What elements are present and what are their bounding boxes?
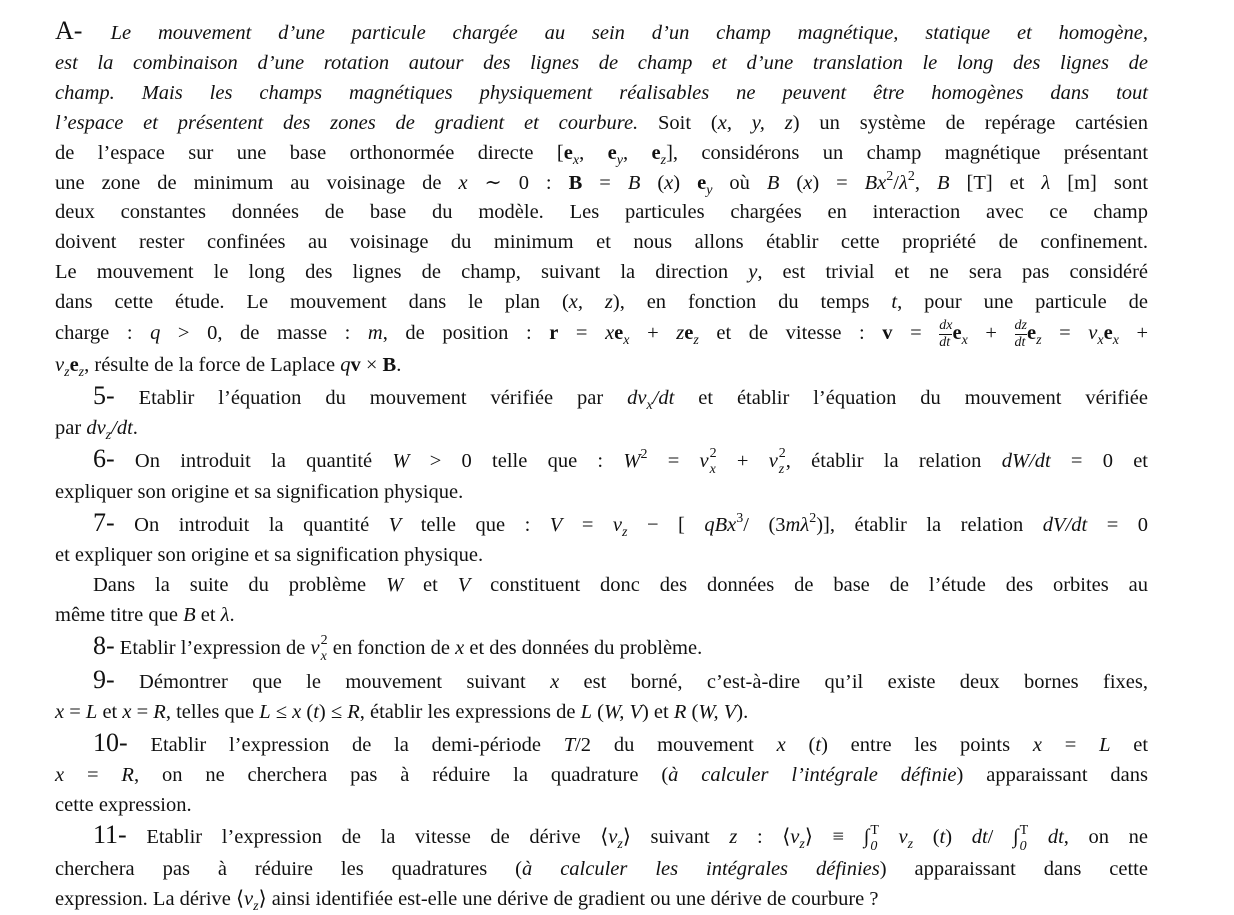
text-run: où <box>712 171 767 194</box>
text-run: ⟩ ainsi identifiée est-elle une dérive de gradient ou une dérive de courbure ? <box>258 887 879 910</box>
text-run: x <box>55 763 65 786</box>
denominator: dt <box>939 335 951 351</box>
text-line <box>55 16 1148 49</box>
text-run: x <box>1032 733 1042 756</box>
subscript: x <box>572 152 580 168</box>
text-run: v <box>244 887 254 910</box>
question-paragraph <box>55 820 1148 914</box>
question-number: 6- <box>93 443 115 473</box>
text-run: : ⟨ <box>737 826 791 849</box>
question-paragraph <box>55 444 1148 508</box>
text-run: λ <box>898 171 908 194</box>
text-run: Etablir l’expression de la vitesse de dérive ⟨ <box>126 826 609 849</box>
text-run: × <box>360 354 383 377</box>
text-run: de l’espace sur une base orthonormée directe [ <box>55 141 564 164</box>
text-run: , de position : <box>382 322 550 345</box>
text-run: x <box>458 171 468 194</box>
text-run: R <box>153 700 166 723</box>
text-run: x <box>605 322 615 345</box>
text-run: Le mouvement d’une particule chargée au sein d’un champ magnétique, statique et homogène, <box>110 22 1148 44</box>
text-run: v <box>882 322 893 345</box>
text-run: dW/dt <box>1001 449 1051 472</box>
subscript: x <box>1112 333 1119 349</box>
text-run: ) entre les points <box>821 733 1033 756</box>
text-run: e <box>952 322 962 345</box>
text-run: q <box>340 354 351 377</box>
question-number: 8- <box>93 630 115 660</box>
text-run: e <box>69 354 79 377</box>
text-run: = <box>1041 733 1100 756</box>
text-line <box>55 381 1148 414</box>
text-run: e <box>563 141 573 164</box>
text-run: [m] sont <box>1050 171 1149 194</box>
text-run: qBx <box>704 513 737 536</box>
text-line <box>55 169 1148 199</box>
superscript: 3 <box>736 510 744 526</box>
text-line <box>55 541 1148 571</box>
text-run: , établir les expressions de <box>359 700 581 723</box>
text-run: est borné, c’est-à-dire qu’il existe deux bornes fixes, <box>559 670 1148 693</box>
text-run: T <box>563 733 576 756</box>
text-run: ) un système de repérage cartésien <box>792 111 1148 134</box>
text-run: + <box>629 322 677 345</box>
text-run: e <box>697 171 707 194</box>
text-run: = 0 <box>1087 513 1149 536</box>
subscript: x <box>646 397 653 413</box>
text-run <box>1028 826 1048 848</box>
subscript: y <box>706 182 713 198</box>
text-run: B <box>183 603 196 626</box>
text-run: , résulte de la force de Laplace <box>84 354 341 377</box>
exam-text <box>55 16 1148 915</box>
text-run: )], établir la relation <box>816 513 1043 536</box>
text-run: R <box>347 700 360 723</box>
text-run: B <box>766 171 780 194</box>
text-run: v <box>699 449 709 472</box>
text-run: v <box>898 826 908 849</box>
super-sub-script <box>321 633 328 665</box>
text-run: v <box>55 354 65 377</box>
question-paragraph <box>55 381 1148 444</box>
text-run: + <box>716 449 769 472</box>
text-run: constituent donc des données de base de l’étude des orbites au <box>470 573 1149 596</box>
text-run: Etablir l’équation du mouvement vérifiée par <box>114 386 628 409</box>
text-line <box>55 761 1148 791</box>
text-run: ( <box>592 700 604 723</box>
superscript: 2 <box>320 632 328 648</box>
question-number: 9- <box>93 664 115 694</box>
text-run: R <box>673 700 687 723</box>
text-run: ( <box>913 826 940 849</box>
text-run: q <box>150 322 161 345</box>
text-run: x <box>292 700 302 723</box>
text-run: telle que : <box>401 513 550 536</box>
text-run: Démontrer que le mouvement suivant <box>114 670 551 693</box>
text-line <box>55 728 1148 761</box>
question-paragraph <box>55 631 1148 665</box>
text-run: x <box>550 670 560 693</box>
text-run: Le mouvement le long des lignes de champ, suivant la direction <box>55 261 749 284</box>
text-run: et des données du problème. <box>464 636 703 659</box>
subscript: z <box>693 333 699 349</box>
text-run: = <box>131 700 154 723</box>
text-run: B <box>382 354 397 377</box>
text-run: = 0 et <box>1050 449 1149 472</box>
text-run: V <box>457 573 471 596</box>
text-run: expression. La dérive ⟨ <box>55 887 245 910</box>
text-run: e <box>651 141 661 164</box>
text-run: est la combinaison d’une rotation autour des lignes de champ et d’une translation le long des lignes de <box>55 51 1148 74</box>
text-run: = <box>582 171 628 194</box>
text-line <box>55 228 1148 258</box>
text-run: /2 du mouvement <box>575 733 777 756</box>
subscript: 0 <box>1019 838 1027 854</box>
text-run: x <box>455 636 465 659</box>
super-sub-script <box>710 446 717 478</box>
superscript: 2 <box>709 446 717 462</box>
text-line <box>55 698 1148 728</box>
text-run: ⟩ suivant <box>622 826 730 849</box>
text-run: ], considérons un champ magnétique présentant <box>666 141 1149 164</box>
text-run: /dt <box>111 416 133 439</box>
text-line <box>55 318 1148 351</box>
text-run: t <box>891 291 898 314</box>
text-run: dv <box>627 386 647 409</box>
subscript: z <box>253 898 259 914</box>
text-run: v <box>1088 322 1098 345</box>
text-run: = <box>647 449 700 472</box>
text-run: ) ≤ <box>318 700 348 723</box>
text-run: cette expression. <box>55 793 192 816</box>
text-run: > 0 telle que : <box>409 449 624 472</box>
superscript: T <box>1019 822 1029 838</box>
fraction <box>939 318 952 351</box>
text-run: en fonction de <box>327 636 456 659</box>
superscript: 2 <box>809 510 817 526</box>
text-line <box>55 258 1148 288</box>
subscript: z <box>907 837 914 853</box>
text-run: = <box>558 322 606 345</box>
subscript: z <box>660 152 667 168</box>
superscript: 2 <box>907 168 915 184</box>
super-sub-script <box>870 823 879 855</box>
text-run: ) <box>945 826 972 849</box>
text-run: ( <box>640 171 665 194</box>
text-run: y <box>748 261 758 284</box>
text-line <box>55 139 1148 169</box>
text-run: Soit ( <box>638 111 718 134</box>
question-paragraph <box>55 728 1148 821</box>
text-run: B <box>568 171 583 194</box>
text-run: v <box>310 636 320 659</box>
text-run: ( <box>779 171 804 194</box>
text-run: e <box>614 322 624 345</box>
text-run: dV/dt <box>1042 513 1088 536</box>
text-line <box>55 478 1148 508</box>
text-run: x <box>122 700 132 723</box>
question-number: 7- <box>93 507 115 537</box>
text-line <box>55 508 1148 541</box>
text-run: l’espace et présentent des zones de gradient et courbure. <box>55 111 639 134</box>
text-run: v <box>612 513 623 536</box>
text-run: e <box>607 141 617 164</box>
text-run: à calculer les intégrales définies <box>522 857 880 880</box>
text-run: λ <box>1041 171 1051 194</box>
text-line <box>55 665 1148 698</box>
text-run: et établir l’équation du mouvement vérifiée <box>674 386 1148 409</box>
question-paragraph <box>55 571 1148 631</box>
subscript: z <box>1036 333 1042 349</box>
text-run: champ. Mais les champs magnétiques physiquement réalisables ne peuvent être homogènes dans tout <box>55 81 1148 104</box>
text-run: x, z <box>568 291 613 314</box>
denominator: dt <box>1014 335 1026 351</box>
question-paragraph <box>55 665 1148 728</box>
text-run: deux constantes données de base du modèle. Les particules chargées en interaction avec ce champ <box>55 201 1148 224</box>
text-run: expliquer son origine et sa signification physique. <box>55 481 464 504</box>
text-run: W, V <box>698 700 737 723</box>
text-run: L <box>85 700 98 723</box>
text-line <box>55 631 1148 665</box>
text-run: ) <box>673 171 698 194</box>
text-run: B <box>627 171 641 194</box>
text-run: ) et <box>641 700 674 723</box>
text-line <box>55 414 1148 444</box>
text-run: . <box>229 603 235 626</box>
text-run: t <box>815 733 822 756</box>
text-run: + <box>967 322 1015 345</box>
subscript: z <box>105 427 112 443</box>
question-number: 5- <box>93 380 115 410</box>
text-run: même titre que <box>55 603 184 626</box>
text-run: . <box>396 354 402 377</box>
text-run: λ <box>220 603 230 626</box>
question-number: 11- <box>93 820 127 850</box>
text-run: /dt <box>652 386 675 409</box>
text-run: et <box>1110 733 1149 756</box>
text-run <box>879 826 899 848</box>
text-run: ), en fonction du temps <box>612 291 892 314</box>
text-run: R <box>121 763 134 786</box>
subscript: z <box>78 365 85 381</box>
text-run: x <box>776 733 786 756</box>
text-run: doivent rester confinées au voisinage du minimum et nous allons établir cette propriété de confinement. <box>55 231 1148 254</box>
text-run: W <box>392 449 410 472</box>
question-number: 10- <box>93 727 128 757</box>
subscript: z <box>778 462 785 478</box>
question-paragraph <box>55 508 1148 571</box>
text-run: , on ne <box>1063 826 1149 849</box>
text-run: et de vitesse : <box>698 322 883 345</box>
text-run: ) apparaissant dans cette <box>879 857 1148 880</box>
text-line <box>55 601 1148 631</box>
text-run: x <box>803 171 813 194</box>
text-line <box>55 351 1148 381</box>
text-run: = <box>892 322 940 345</box>
subscript: x <box>320 648 327 664</box>
text-run: v <box>768 449 778 472</box>
text-run: > 0, de masse : <box>160 322 368 345</box>
text-run: x, y, z <box>717 111 793 134</box>
text-run: x <box>664 171 674 194</box>
superscript: 2 <box>640 446 648 462</box>
text-run: Dans la suite du problème <box>93 573 387 596</box>
text-run: L <box>259 700 271 723</box>
text-run: , <box>622 141 652 164</box>
text-run: [T] et <box>949 171 1042 194</box>
super-sub-script <box>779 446 786 478</box>
subscript: z <box>617 837 623 853</box>
text-run: ∼ 0 : <box>467 171 569 194</box>
text-line <box>55 571 1148 601</box>
subscript: x <box>623 333 630 349</box>
text-run: , <box>579 141 608 164</box>
text-run: t <box>939 826 946 849</box>
text-run: = <box>64 700 86 723</box>
text-line <box>55 288 1148 318</box>
text-line <box>55 79 1148 109</box>
text-run: B <box>936 171 950 194</box>
text-run: . <box>132 416 138 439</box>
text-run: et <box>403 573 458 596</box>
text-line <box>55 885 1148 915</box>
superscript: T <box>870 822 879 838</box>
subscript: z <box>622 524 628 540</box>
super-sub-script <box>1020 823 1029 855</box>
text-run: e <box>1026 322 1037 345</box>
text-run: dt <box>1047 826 1064 849</box>
text-run: , <box>914 171 937 194</box>
text-run: z <box>729 826 738 849</box>
text-run: Etablir l’expression de <box>114 636 311 659</box>
text-line <box>55 198 1148 228</box>
subscript: y <box>616 152 623 168</box>
text-run: mλ <box>785 513 810 536</box>
text-run: ( <box>301 700 314 723</box>
text-run: = <box>64 763 122 786</box>
text-run: dt <box>971 826 988 849</box>
text-run: ≤ <box>270 700 293 723</box>
text-run: t <box>313 700 319 723</box>
text-run: ( <box>686 700 699 723</box>
text-run: L <box>1099 733 1111 756</box>
section-intro-paragraph <box>55 16 1148 381</box>
numerator: dx <box>939 318 953 334</box>
text-run: et expliquer son origine et sa signification physique. <box>55 543 484 566</box>
text-run: z <box>676 322 685 345</box>
text-line <box>55 444 1148 478</box>
text-run: / ∫ <box>987 826 1019 849</box>
text-run: v <box>350 354 361 377</box>
text-run: par <box>55 416 87 439</box>
text-run: On introduit la quantité <box>114 449 393 472</box>
text-run: W, V <box>604 700 642 723</box>
text-run: W <box>623 449 641 472</box>
text-run: W <box>386 573 404 596</box>
text-run: m <box>367 322 383 345</box>
text-run: r <box>549 322 559 345</box>
subscript: z <box>64 365 70 381</box>
text-run: + <box>1118 322 1149 345</box>
text-run: , telles que <box>165 700 260 723</box>
text-run: / (3 <box>743 513 786 536</box>
subscript: z <box>799 837 805 853</box>
superscript: 2 <box>886 168 894 184</box>
text-run: cherchera pas à réduire les quadratures ( <box>55 857 523 880</box>
text-run: , établir la relation <box>785 449 1002 472</box>
text-run: V <box>549 513 563 536</box>
text-run: ) = <box>812 171 865 194</box>
text-run: , on ne cherchera pas à réduire la quadrature ( <box>133 763 669 786</box>
text-run: − [ <box>627 513 705 536</box>
text-run: L <box>580 700 593 723</box>
subscript: 0 <box>870 838 878 854</box>
text-line <box>55 49 1148 79</box>
text-run: et <box>195 603 221 626</box>
text-run: à calculer l’intégrale définie <box>668 763 957 786</box>
text-run: une zone de minimum au voisinage de <box>55 171 459 194</box>
text-run: et <box>97 700 123 723</box>
subscript: x <box>1097 333 1104 349</box>
text-line <box>55 791 1148 821</box>
text-run: charge : <box>55 322 151 345</box>
fraction <box>1015 318 1027 351</box>
text-run: V <box>388 513 402 536</box>
text-run: ) apparaissant dans <box>956 763 1148 786</box>
subscript: x <box>961 333 968 349</box>
text-run: dv <box>86 416 106 439</box>
text-run: On introduit la quantité <box>114 513 389 536</box>
text-line <box>55 109 1148 139</box>
text-run: = <box>1041 322 1089 345</box>
text-line <box>55 855 1148 885</box>
text-run: ( <box>785 733 816 756</box>
text-run: = <box>562 513 613 536</box>
text-run: Bx <box>864 171 887 194</box>
text-run: Etablir l’expression de la demi-période <box>127 733 564 756</box>
question-number: A- <box>55 16 111 45</box>
text-run: , pour une particule de <box>897 291 1149 314</box>
text-run: ⟩ ≡ ∫ <box>804 826 870 849</box>
text-run: x <box>55 700 65 723</box>
text-run: e <box>1103 322 1113 345</box>
numerator: dz <box>1014 318 1027 334</box>
text-run: , est trivial et ne sera pas considéré <box>757 261 1148 284</box>
superscript: 2 <box>778 446 786 462</box>
subscript: x <box>709 462 716 478</box>
text-run: v <box>608 826 618 849</box>
text-run: e <box>684 322 694 345</box>
text-run: / <box>893 171 899 194</box>
text-line <box>55 820 1148 854</box>
text-run: ). <box>736 700 749 723</box>
text-run: v <box>790 826 800 849</box>
text-run: dans cette étude. Le mouvement dans le plan ( <box>55 291 569 314</box>
